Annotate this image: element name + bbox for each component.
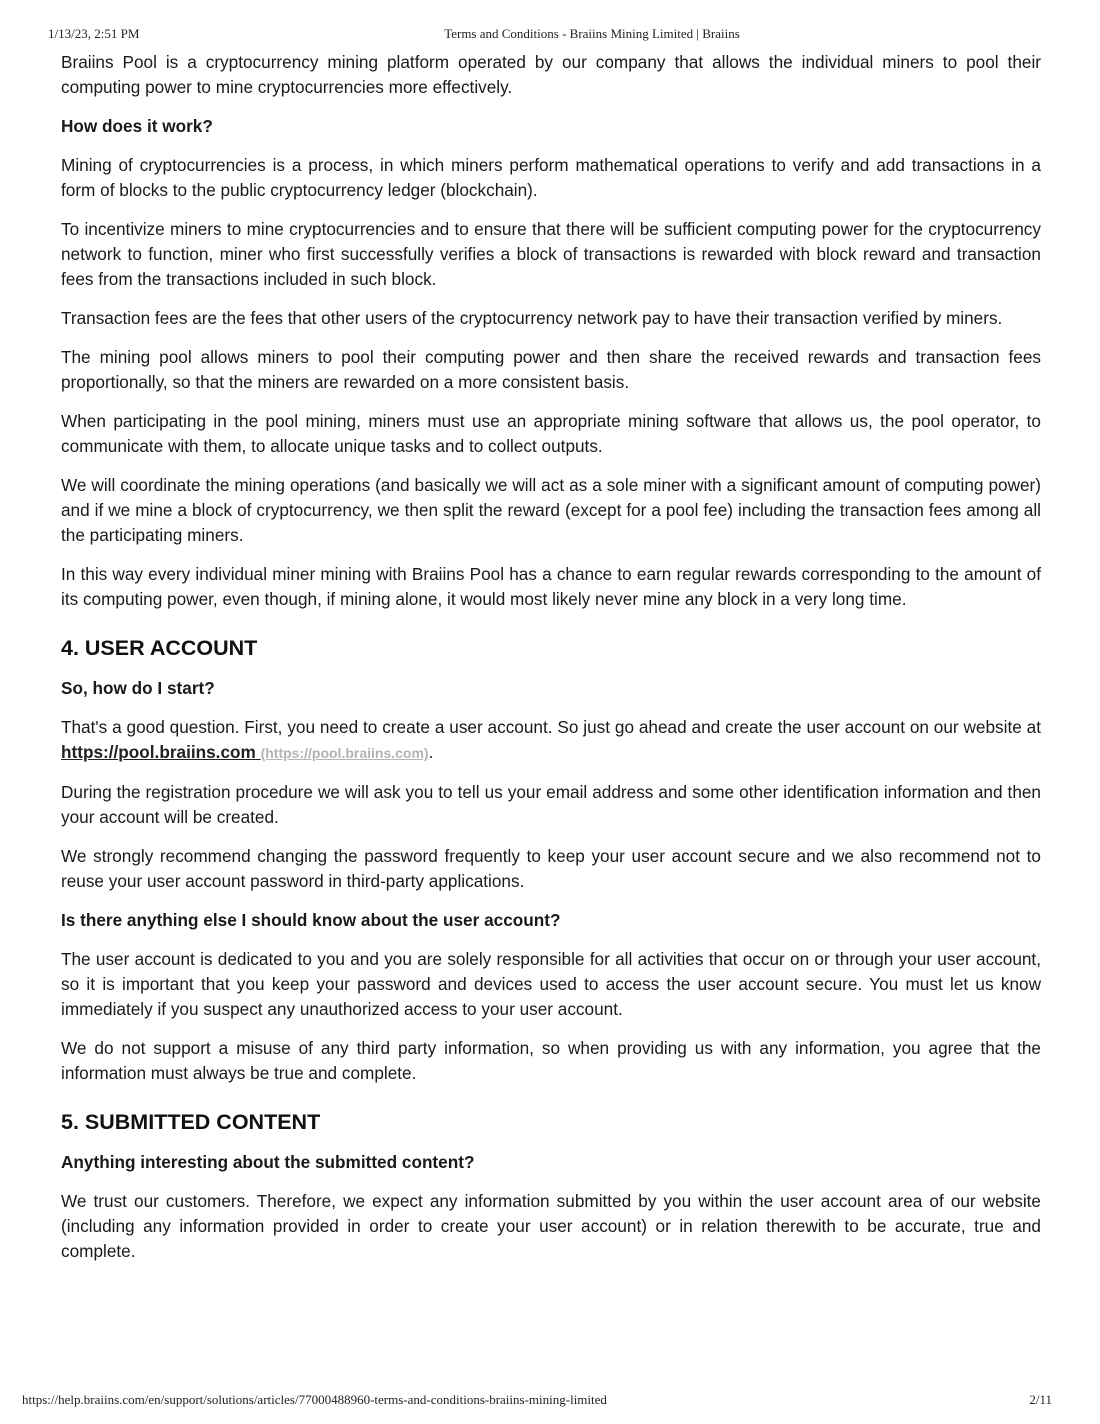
page-number: 2/11 [1029,1392,1052,1407]
paragraph-coordinate: We will coordinate the mining operations (and basically we will act as a sole miner with a significant amount of computing power) and if we mine a block of cryptocurrency, we then split the reward (except for a pool fee) including the transaction fees among all the participating miners. [61,475,1041,545]
paragraph-intro: Braiins Pool is a cryptocurrency mining platform operated by our company that allows the individual miners to pool their computing power to mine cryptocurrencies more effectively. [61,52,1041,97]
paragraph-trust: We trust our customers. Therefore, we expect any information submitted by you within the user account area of our website (including any information provided in order to create your user account) or in relation therewith to be accurate, true and complete. [61,1191,1041,1261]
paragraph-pool: The mining pool allows miners to pool their computing power and then share the received rewards and transaction fees proportionally, so that the miners are rewarded on a more consistent basis. [61,347,1041,392]
paragraph-way: In this way every individual miner mining with Braiins Pool has a chance to earn regular rewards corresponding to the amount of its computing power, even though, if mining alone, it would most likely never mine any block in a very long time. [61,564,1041,609]
paragraph-mining: Mining of cryptocurrencies is a process, in which miners perform mathematical operations to verify and add transactions in a form of blocks to the public cryptocurrency ledger (blockchain). [61,155,1041,200]
heading-user-account: 4. USER ACCOUNT [61,636,258,660]
question-anything-else: Is there anything else I should know about the user account? [61,910,561,930]
paragraph-registration: During the registration procedure we will ask you to tell us your email address and some other identification information and then your account will be created. [61,782,1041,827]
paragraph-software: When participating in the pool mining, miners must use an appropriate mining software that allows us, the pool operator, to communicate with them, to allocate unique tasks and to collect outputs. [61,411,1041,456]
pool-link[interactable]: https://pool.braiins.com [61,742,261,762]
paragraph-start [61,715,1041,766]
print-url: https://help.braiins.com/en/support/solutions/articles/77000488960-terms-and-conditions-braiins-mining-limited [22,1392,607,1407]
print-header [48,26,1052,44]
print-datetime: 1/13/23, 2:51 PM [48,26,140,41]
paragraph-start-text: That's a good question. First, you need to create a user account. So just go ahead and create the user account on our website at [61,717,1041,737]
heading-submitted-content: 5. SUBMITTED CONTENT [61,1110,321,1134]
print-footer [22,1392,1052,1410]
paragraph-dedicated: The user account is dedicated to you and you are solely responsible for all activities that occur on or through your user account, so it is important that you keep your password and devices used to access the user account secure. You must let us know immediately if you suspect any unauthorized access to your user account. [61,949,1041,1019]
paragraph-incentive: To incentivize miners to mine cryptocurrencies and to ensure that there will be sufficient computing power for the cryptocurrency network to function, miner who first successfully verifies a block of transactions is rewarded with block reward and transaction fees from the transactions included in such block. [61,219,1041,289]
pool-link-url[interactable]: (https://pool.braiins.com) [260,745,429,761]
paragraph-start-end: . [428,742,434,762]
paragraph-misuse: We do not support a misuse of any third party information, so when providing us with any information, you agree that the information must always be true and complete. [61,1038,1041,1083]
article-body [61,50,1041,1278]
question-how-do-i-start: So, how do I start? [61,678,215,698]
paragraph-fees: Transaction fees are the fees that other users of the cryptocurrency network pay to have their transaction verified by miners. [61,308,1003,328]
question-submitted-content: Anything interesting about the submitted content? [61,1152,475,1172]
paragraph-password: We strongly recommend changing the password frequently to keep your user account secure and we also recommend not to reuse your user account password in third-party applications. [61,846,1041,891]
print-page-title: Terms and Conditions - Braiins Mining Limited | Braiins [444,26,740,41]
question-how-does-it-work: How does it work? [61,116,213,136]
